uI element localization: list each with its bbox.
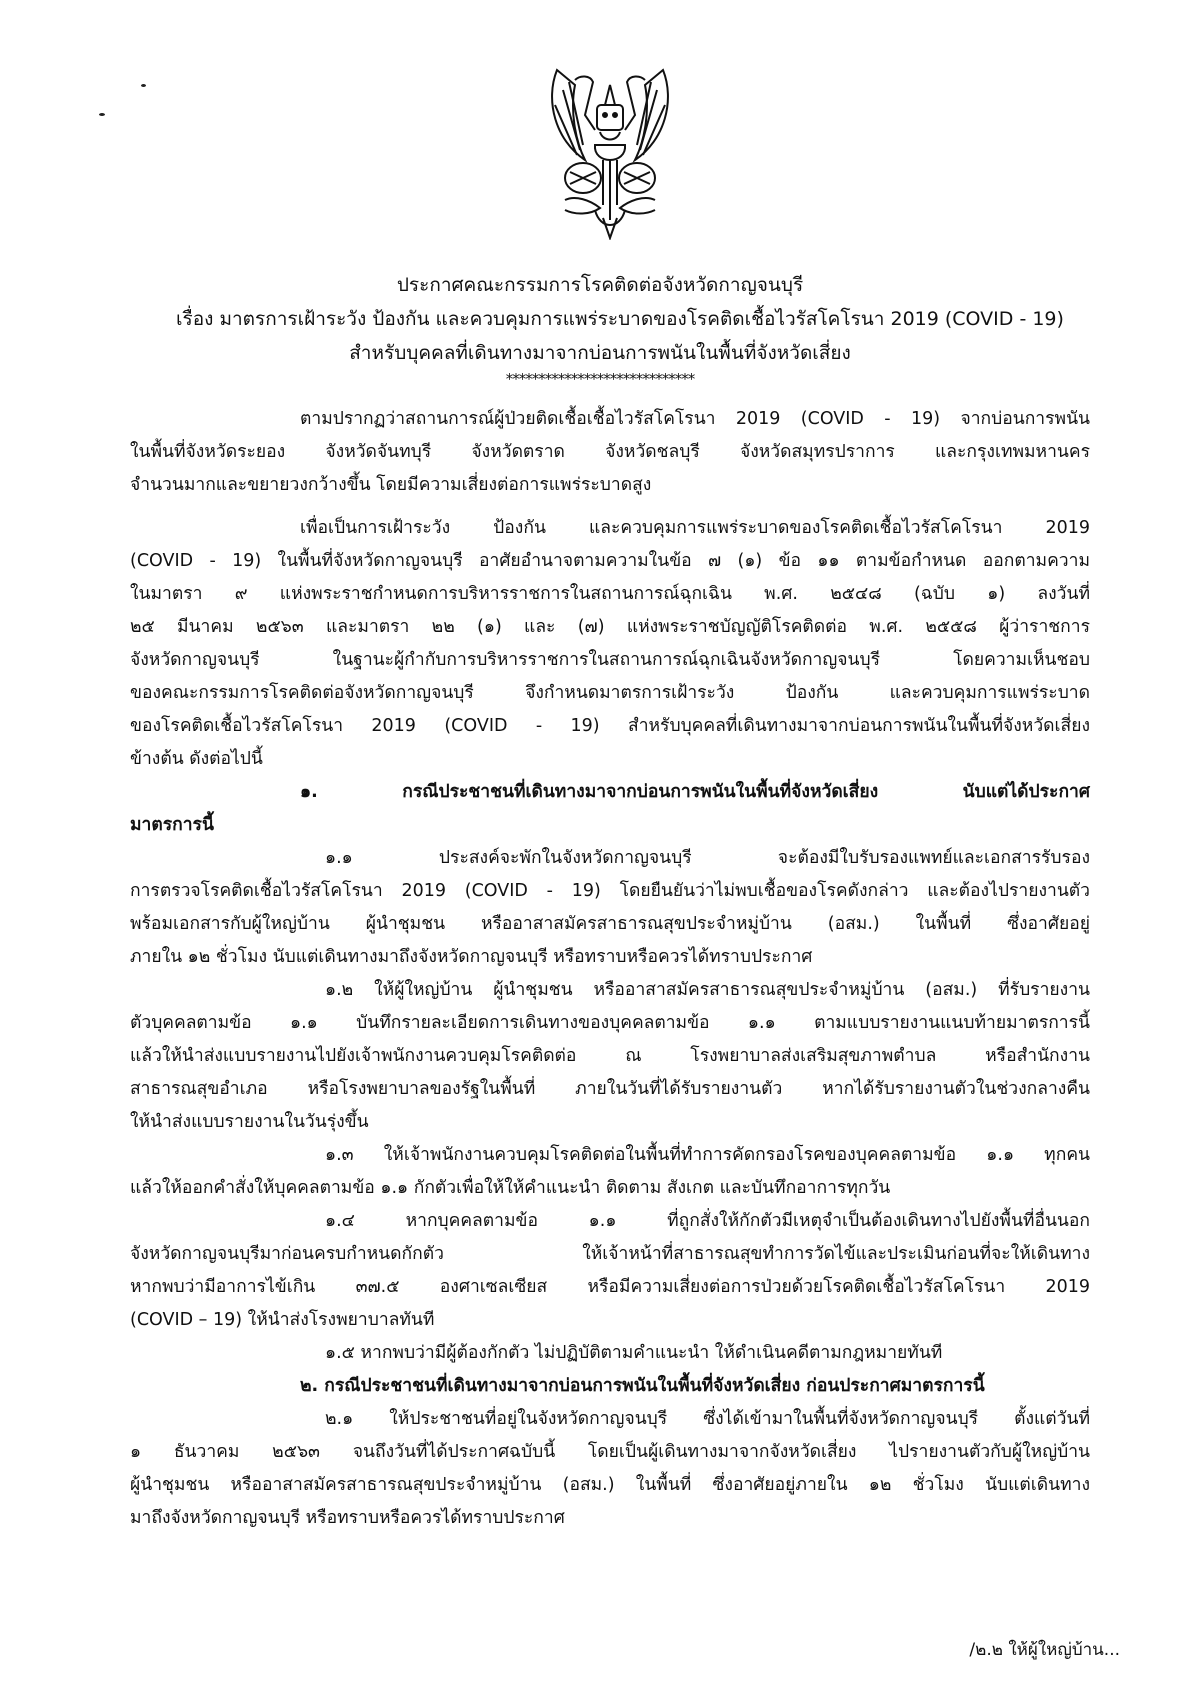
clause-2-1 xyxy=(130,1403,1090,1535)
text-line: ตามปรากฏว่าสถานการณ์ผู้ป่วยติดเชื้อเชื้อไวรัสโคโรนา 2019 (COVID - 19) จากบ่อนการพนัน xyxy=(300,409,1090,429)
text-line: พร้อมเอกสารกับผู้ใหญ่บ้าน ผู้นำชุมชน หรืออาสาสมัครสาธารณสุขประจำหมู่บ้าน (อสม.) ในพื้นที่ ซึ่งอาศัยอยู่ xyxy=(130,914,1090,934)
text-line: (COVID - 19) ในพื้นที่จังหวัดกาญจนบุรี อาศัยอำนาจตามความในข้อ ๗ (๑) ข้อ ๑๑ ตามข้อกำหนด ออกตามความ xyxy=(130,551,1090,571)
announcement-subject: เรื่อง มาตรการเฝ้าระวัง ป้องกัน และควบคุมการแพร่ระบาดของโรคติดเชื้อไวรัสโคโรนา 2019 (COVID - 19) xyxy=(176,308,1064,330)
garuda-emblem-icon xyxy=(545,60,675,240)
scan-speck xyxy=(141,84,146,87)
clause-1-4 xyxy=(130,1205,1090,1337)
announcement-title: ประกาศคณะกรรมการโรคติดต่อจังหวัดกาญจนบุรี xyxy=(396,274,804,296)
text-line: มาถึงจังหวัดกาญจนบุรี หรือทราบหรือควรได้ทราบประกาศ xyxy=(130,1508,565,1528)
text-line: ข้างต้น ดังต่อไปนี้ xyxy=(130,749,263,769)
text-line: ๒.๑ ให้ประชาชนที่อยู่ในจังหวัดกาญจนบุรี ซึ่งได้เข้ามาในพื้นที่จังหวัดกาญจนบุรี ตั้งแต่วันที่ xyxy=(325,1409,1090,1429)
text-line: ๑.๒ ให้ผู้ใหญ่บ้าน ผู้นำชุมชน หรืออาสาสมัครสาธารณสุขประจำหมู่บ้าน (อสม.) ที่รับรายงาน xyxy=(325,980,1090,1000)
text-line: (COVID – 19) ให้นำส่งโรงพยาบาลทันที xyxy=(130,1310,435,1330)
clause-1-1 xyxy=(130,842,1090,974)
text-line: ๑ ธันวาคม ๒๕๖๓ จนถึงวันที่ได้ประกาศฉบับนี้ โดยเป็นผู้เดินทางมาจากจังหวัดเสี่ยง ไปรายงานตัวกับผู้ใหญ่บ้าน xyxy=(130,1442,1090,1462)
text-line: ให้นำส่งแบบรายงานในวันรุ่งขึ้น xyxy=(130,1112,369,1132)
text-line: ภายใน ๑๒ ชั่วโมง นับแต่เดินทางมาถึงจังหวัดกาญจนบุรี หรือทราบหรือควรได้ทราบประกาศ xyxy=(130,947,813,967)
text-line: ๑.๓ ให้เจ้าพนักงานควบคุมโรคติดต่อในพื้นที่ทำการคัดกรองโรคของบุคคลตามข้อ ๑.๑ ทุกคน xyxy=(325,1145,1090,1165)
text-line: ๑. กรณีประชาชนที่เดินทางมาจากบ่อนการพนันในพื้นที่จังหวัดเสี่ยง นับแต่ได้ประกาศ xyxy=(300,782,1090,802)
text-line: เพื่อเป็นการเฝ้าระวัง ป้องกัน และควบคุมการแพร่ระบาดของโรคติดเชื้อไวรัสโคโรนา 2019 xyxy=(300,518,1090,538)
scan-speck xyxy=(99,113,105,116)
clause-1-2 xyxy=(130,974,1090,1139)
text-line: ๒. กรณีประชาชนที่เดินทางมาจากบ่อนการพนันในพื้นที่จังหวัดเสี่ยง ก่อนประกาศมาตรการนี้ xyxy=(300,1376,985,1396)
text-line: จังหวัดกาญจนบุรี ในฐานะผู้กำกับการบริหารราชการในสถานการณ์ฉุกเฉินจังหวัดกาญจนบุรี โดยความเห็นชอบ xyxy=(130,650,1090,670)
clause-1-3 xyxy=(130,1139,1090,1205)
text-line: หากพบว่ามีอาการไข้เกิน ๓๗.๕ องศาเซลเซียส หรือมีความเสี่ยงต่อการป่วยด้วยโรคติดเชื้อไวรัสโคโรนา 2019 xyxy=(130,1277,1090,1297)
page-continuation: /๒.๒ ให้ผู้ใหญ่บ้าน... xyxy=(969,1640,1120,1660)
clause-1-5 xyxy=(130,1337,1090,1370)
announcement-subject-line2: สำหรับบุคคลที่เดินทางมาจากบ่อนการพนันในพื้นที่จังหวัดเสี่ยง xyxy=(349,342,851,364)
text-line: มาตรการนี้ xyxy=(130,815,214,835)
paragraph-intro xyxy=(130,403,1090,502)
text-line: ๑.๔ หากบุคคลตามข้อ ๑.๑ ที่ถูกสั่งให้กักตัวมีเหตุจำเป็นต้องเดินทางไปยังพื้นที่อื่นนอก xyxy=(325,1211,1090,1231)
text-line: ตัวบุคคลตามข้อ ๑.๑ บันทึกรายละเอียดการเดินทางของบุคคลตามข้อ ๑.๑ ตามแบบรายงานแนบท้ายมาตรการนี้ xyxy=(130,1013,1090,1033)
text-line: แล้วให้ออกคำสั่งให้บุคคลตามข้อ ๑.๑ กักตัวเพื่อให้ให้คำแนะนำ ติดตาม สังเกต และบันทึกอาการทุกวัน xyxy=(130,1178,891,1198)
text-line: ๑.๕ หากพบว่ามีผู้ต้องกักตัว ไม่ปฏิบัติตามคำแนะนำ ให้ดำเนินคดีตามกฎหมายทันที xyxy=(325,1343,943,1363)
text-line: ของโรคติดเชื้อไวรัสโคโรนา 2019 (COVID - 19) สำหรับบุคคลที่เดินทางมาจากบ่อนการพนันในพื้นที่จังหวัดเสี่ยง xyxy=(130,716,1090,736)
text-line: ของคณะกรรมการโรคติดต่อจังหวัดกาญจนบุรี จึงกำหนดมาตรการเฝ้าระวัง ป้องกัน และควบคุมการแพร่ระบาด xyxy=(130,683,1090,703)
text-line: ในมาตรา ๙ แห่งพระราชกำหนดการบริหารราชการในสถานการณ์ฉุกเฉิน พ.ศ. ๒๕๔๘ (ฉบับ ๑) ลงวันที่ xyxy=(130,584,1090,604)
paragraph-authority xyxy=(130,512,1090,776)
text-line: จังหวัดกาญจนบุรีมาก่อนครบกำหนดกักตัว ให้เจ้าหน้าที่สาธารณสุขทำการวัดไข้และประเมินก่อนที่จะให้เดินทาง xyxy=(130,1244,1090,1264)
text-line: ผู้นำชุมชน หรืออาสาสมัครสาธารณสุขประจำหมู่บ้าน (อสม.) ในพื้นที่ ซึ่งอาศัยอยู่ภายใน ๑๒ ชั่วโมง นับแต่เดินทาง xyxy=(130,1475,1090,1495)
document-body xyxy=(130,403,1090,1535)
text-line: สาธารณสุขอำเภอ หรือโรงพยาบาลของรัฐในพื้นที่ ภายในวันที่ได้รับรายงานตัว หากได้รับรายงานตัวในช่วงกลางคืน xyxy=(130,1079,1090,1099)
text-line: ๑.๑ ประสงค์จะพักในจังหวัดกาญจนบุรี จะต้องมีใบรับรองแพทย์และเอกสารรับรอง xyxy=(325,848,1090,868)
section-1-title xyxy=(130,776,1090,842)
text-line: การตรวจโรคติดเชื้อไวรัสโคโรนา 2019 (COVID - 19) โดยยืนยันว่าไม่พบเชื้อของโรคดังกล่าว และต้องไปรายงานตัว xyxy=(130,881,1090,901)
text-line: แล้วให้นำส่งแบบรายงานไปยังเจ้าพนักงานควบคุมโรคติดต่อ ณ โรงพยาบาลส่งเสริมสุขภาพตำบล หรือสำนักงาน xyxy=(130,1046,1090,1066)
section-2-title xyxy=(130,1370,1090,1403)
text-line: จำนวนมากและขยายวงกว้างขึ้น โดยมีความเสี่ยงต่อการแพร่ระบาดสูง xyxy=(130,475,652,495)
text-line: ในพื้นที่จังหวัดระยอง จังหวัดจันทบุรี จังหวัดตราด จังหวัดชลบุรี จังหวัดสมุทรปราการ และกรุงเทพมหานคร xyxy=(130,442,1090,462)
text-line: ๒๕ มีนาคม ๒๕๖๓ และมาตรา ๒๒ (๑) และ (๗) แห่งพระราชบัญญัติโรคติดต่อ พ.ศ. ๒๕๕๘ ผู้ว่าราชการ xyxy=(130,617,1090,637)
separator: ***************************** xyxy=(505,370,695,388)
